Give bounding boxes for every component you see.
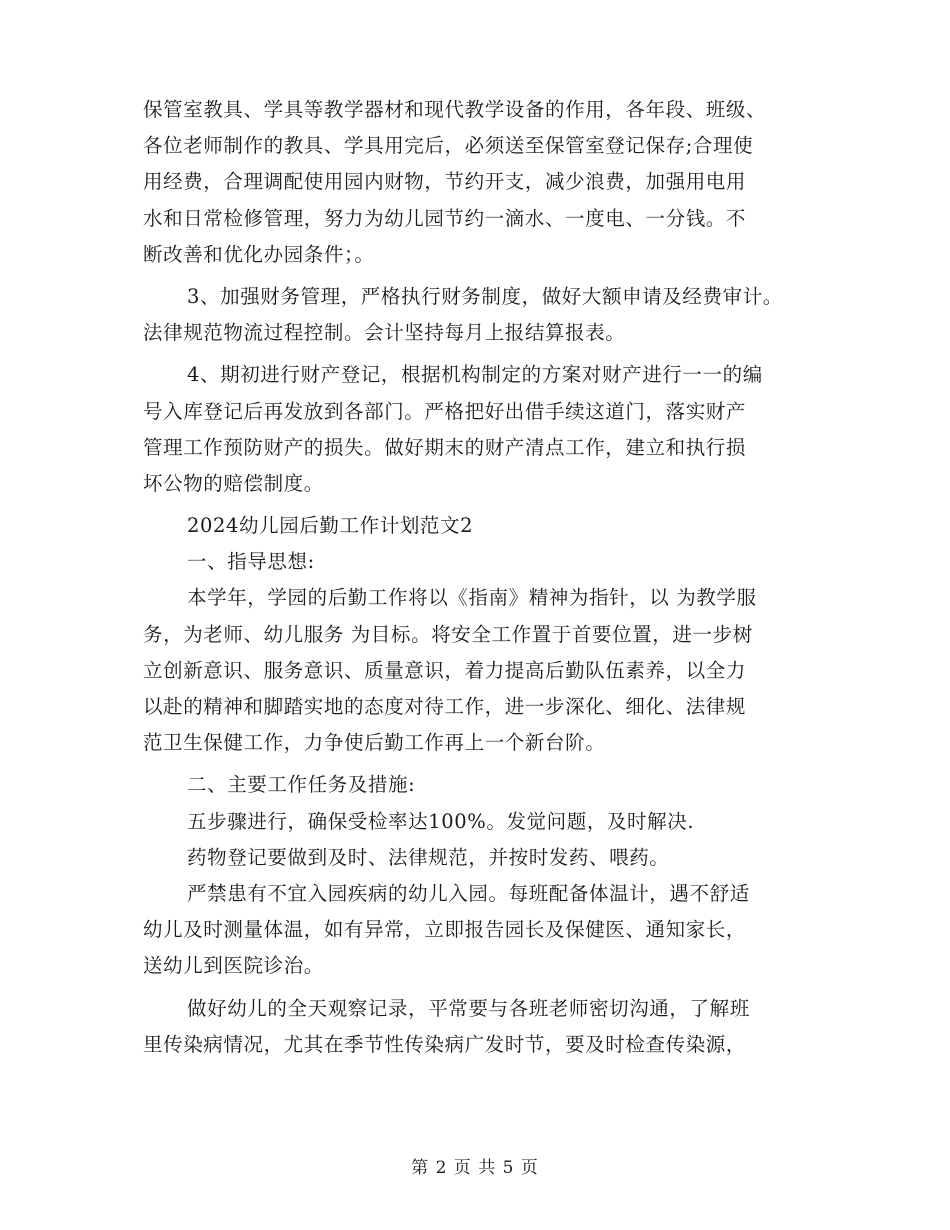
text-line: 药物登记要做到及时、法律规范，并按时发药、喂药。: [187, 845, 670, 869]
text-line: 五步骤进行，确保受检率达100%。发觉问题，及时解决.: [187, 809, 695, 833]
text-line: 严禁患有不宜入园疾病的幼儿入园。每班配备体温计，遇不舒适: [187, 881, 750, 905]
page-number: 第 2 页 共 5 页: [411, 1158, 539, 1178]
text-line: 管理工作预防财产的损失。做好期末的财产清点工作，建立和执行损: [143, 435, 747, 459]
text-line: 范卫生保健工作，力争使后勤工作再上一个新台阶。: [143, 731, 606, 755]
text-line: 务，为老师、幼儿服务 为目标。将安全工作置于首要位置，进一步树: [143, 622, 753, 646]
text-line: 断改善和优化办园条件；。: [143, 242, 375, 266]
text-line: 3、加强财务管理，严格执行财务制度，做好大额申请及经费审计。: [187, 284, 783, 308]
text-line: 坏公物的赔偿制度。: [143, 471, 324, 495]
text-line: 幼儿及时测量体温，如有异常，立即报告园长及保健医、通知家长，: [143, 918, 747, 942]
text-line: 法律规范物流过程控制。会计坚持每月上报结算报表。: [143, 321, 626, 345]
text-line: 本学年，学园的后勤工作将以《指南》精神为指针，以 为教学服: [187, 586, 757, 610]
text-line: 保管室教具、学具等教学器材和现代教学设备的作用，各年段、班级、: [143, 98, 767, 121]
section-title: 2024幼儿园后勤工作计划范文2: [187, 514, 474, 538]
text-line: 送幼儿到医院诊治。: [143, 954, 324, 978]
text-line: 号入库登记后再发放到各部门。严格把好出借手续这道门，落实财产: [143, 399, 747, 423]
text-line: 各位老师制作的教具、学具用完后，必须送至保管室登记保存;合理使: [143, 134, 754, 158]
text-line: 以赴的精神和脚踏实地的态度对待工作，进一步深化、细化、法律规: [143, 695, 747, 718]
text-line: 做好幼儿的全天观察记录，平常要与各班老师密切沟通，了解班: [187, 996, 750, 1020]
section-heading: 二、主要工作任务及措施:: [187, 773, 416, 797]
text-line: 里传染病情况，尤其在季节性传染病广发时节，要及时检查传染源，: [143, 1032, 747, 1056]
text-line: 用经费，合理调配使用园内财物，节约开支，减少浪费，加强用电用: [143, 170, 747, 194]
body-text: [143, 92, 833, 1063]
section-heading: 一、指导思想:: [187, 550, 315, 574]
text-line: 水和日常检修管理，努力为幼儿园节约一滴水、一度电、一分钱。不: [143, 206, 747, 230]
text-line: 立创新意识、服务意识、质量意识，着力提高后勤队伍素养，以全力: [143, 658, 747, 682]
text-line: 4、期初进行财产登记，根据机构制定的方案对财产进行一一的编: [187, 363, 763, 387]
